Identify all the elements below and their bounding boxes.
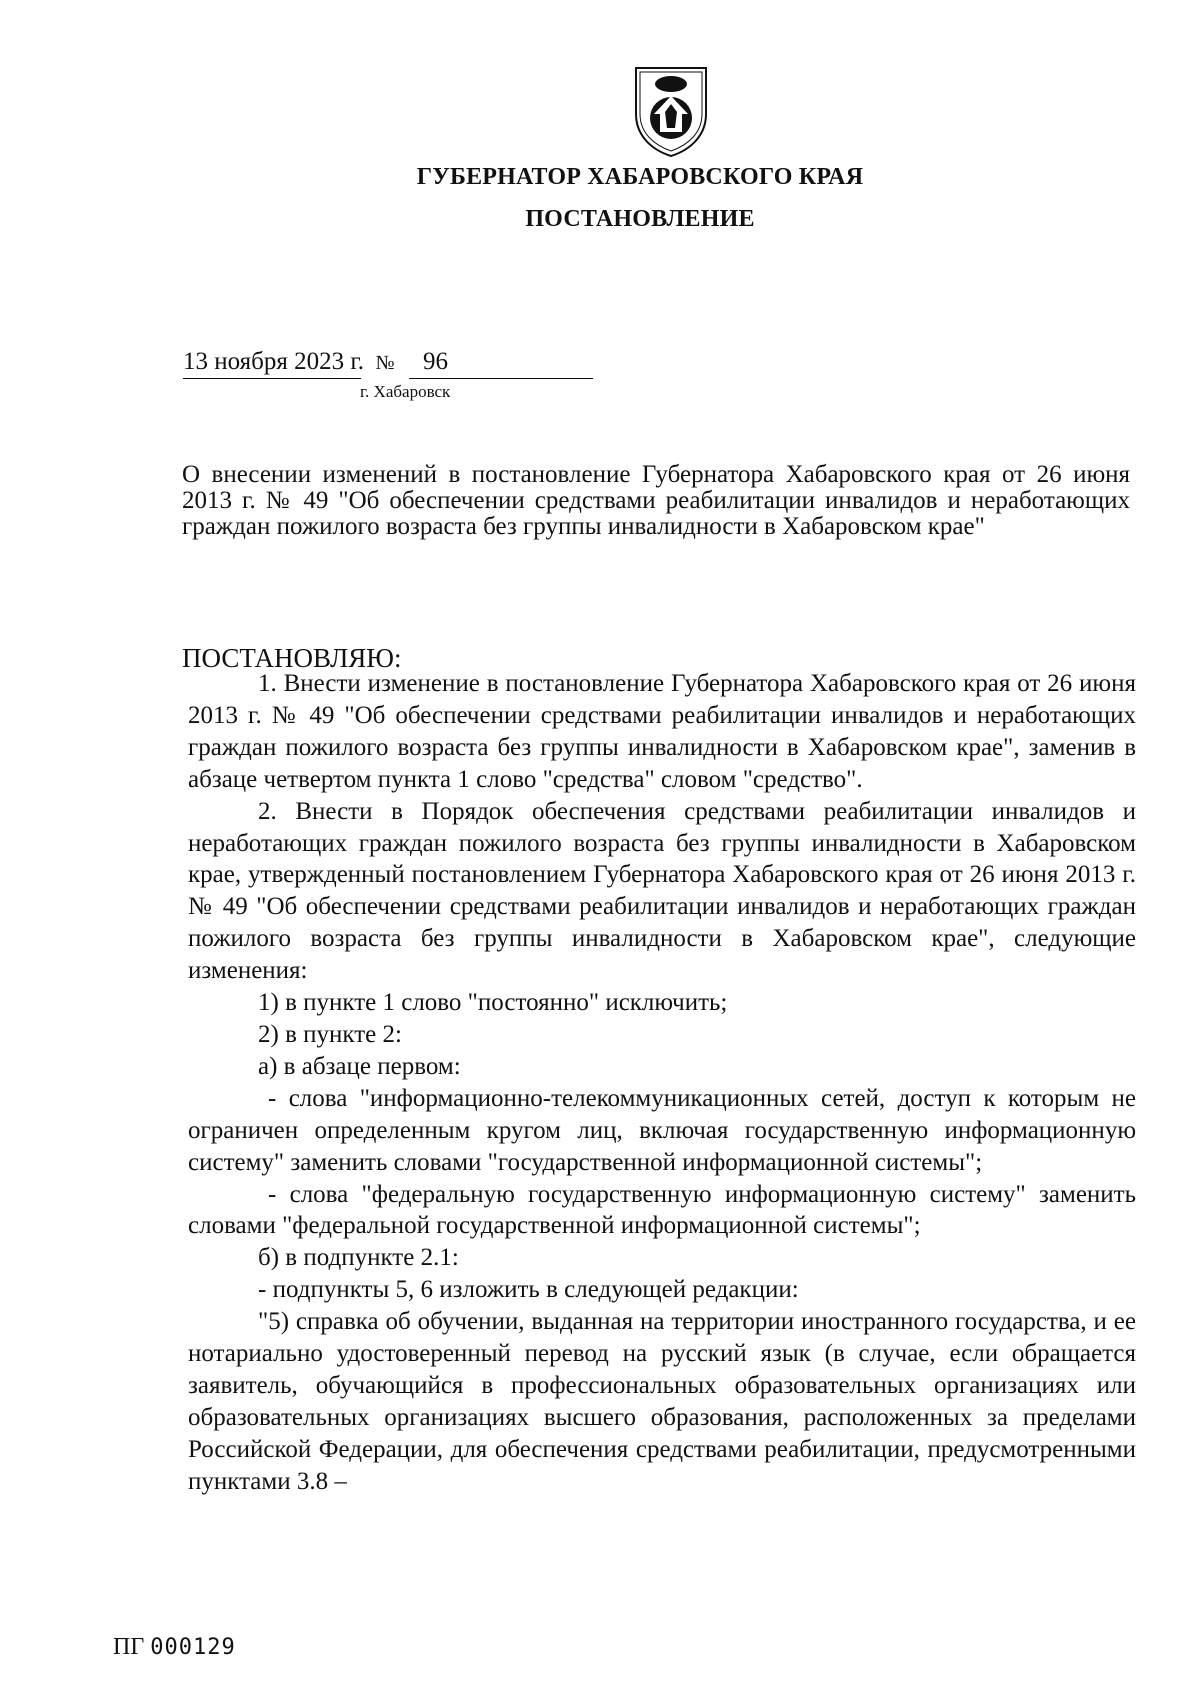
paragraph-1: 1. Внести изменение в постановление Губернатора Хабаровского края от 26 июня 2013 г. № 49 "Об обеспечении средствами реабилитации инвалидов и неработающих граждан пожилого возраста без группы инвалидности в Хабаровском крае", заменив в абзаце четвертом пункта 1 слово "средства" словом "средство".	[188, 670, 1136, 793]
decree-date: 13 ноября 2023 г.	[183, 348, 361, 379]
new-subitem-5: "5) справка об обучении, выданная на территории иностранного государства, и ее нотариально удостоверенный перевод на русский язык (в случае, если обращается заявитель, обучающийся в профессиональных образовательных организациях или образовательных организациях высшего образования, расположенных за пределами Российской Федерации, для обеспечения средствами реабилитации, предусмотренными пунктами 3.8 –	[188, 1308, 1136, 1495]
place-of-issue: г. Хабаровск	[360, 382, 451, 401]
decree-title: О внесении изменений в постановление Губернатора Хабаровского края от 26 июня 2013 г. № 49 "Об обеспечении средствами реабилитации инвалидов и неработающих граждан пожилого возраста без группы инвалидности в Хабаровском крае"	[182, 461, 1130, 540]
change-bullet-2: - слова "федеральную государственную информационную систему" заменить словами "федеральной государственной информационной системы";	[188, 1180, 1136, 1240]
change-bullet-1: - слова "информационно-телекоммуникационных сетей, доступ к которым не ограничен определенным кругом лиц, включая государственную информационную систему" заменить словами "государственной информационной системы";	[188, 1084, 1136, 1176]
document-type-heading: ПОСТАНОВЛЕНИЕ	[525, 206, 755, 232]
list-item-2: 2) в пункте 2:	[258, 1020, 402, 1048]
subitem-a: а) в абзаце первом:	[258, 1052, 461, 1080]
paragraph-2: 2. Внести в Порядок обеспечения средствами реабилитации инвалидов и неработающих граждан пожилого возраста без группы инвалидности в Хабаровском крае, утвержденный постановлением Губернатора Хабаровского края от 26 июня 2013 г. № 49 "Об обеспечении средствами реабилитации инвалидов и неработающих граждан пожилого возраста без группы инвалидности в Хабаровском крае", следующие изменения:	[188, 797, 1136, 985]
number-sign: №	[375, 352, 395, 374]
form-serial-prefix: ПГ	[113, 1634, 145, 1660]
change-bullet-3: - подпункты 5, 6 изложить в следующей редакции:	[258, 1276, 799, 1304]
coat-of-arms-icon	[630, 62, 712, 158]
decree-body	[188, 668, 1136, 1498]
resolve-heading: ПОСТАНОВЛЯЮ:	[182, 643, 402, 673]
subitem-b: б) в подпункте 2.1:	[258, 1244, 459, 1272]
form-serial-number: 000129	[150, 1635, 236, 1660]
date-number-line	[183, 348, 593, 379]
decree-number: 96	[409, 348, 593, 379]
authority-heading: ГУБЕРНАТОР ХАБАРОВСКОГО КРАЯ	[416, 164, 864, 190]
form-serial	[113, 1634, 236, 1661]
list-item-1: 1) в пункте 1 слово "постоянно" исключить;	[258, 989, 728, 1017]
